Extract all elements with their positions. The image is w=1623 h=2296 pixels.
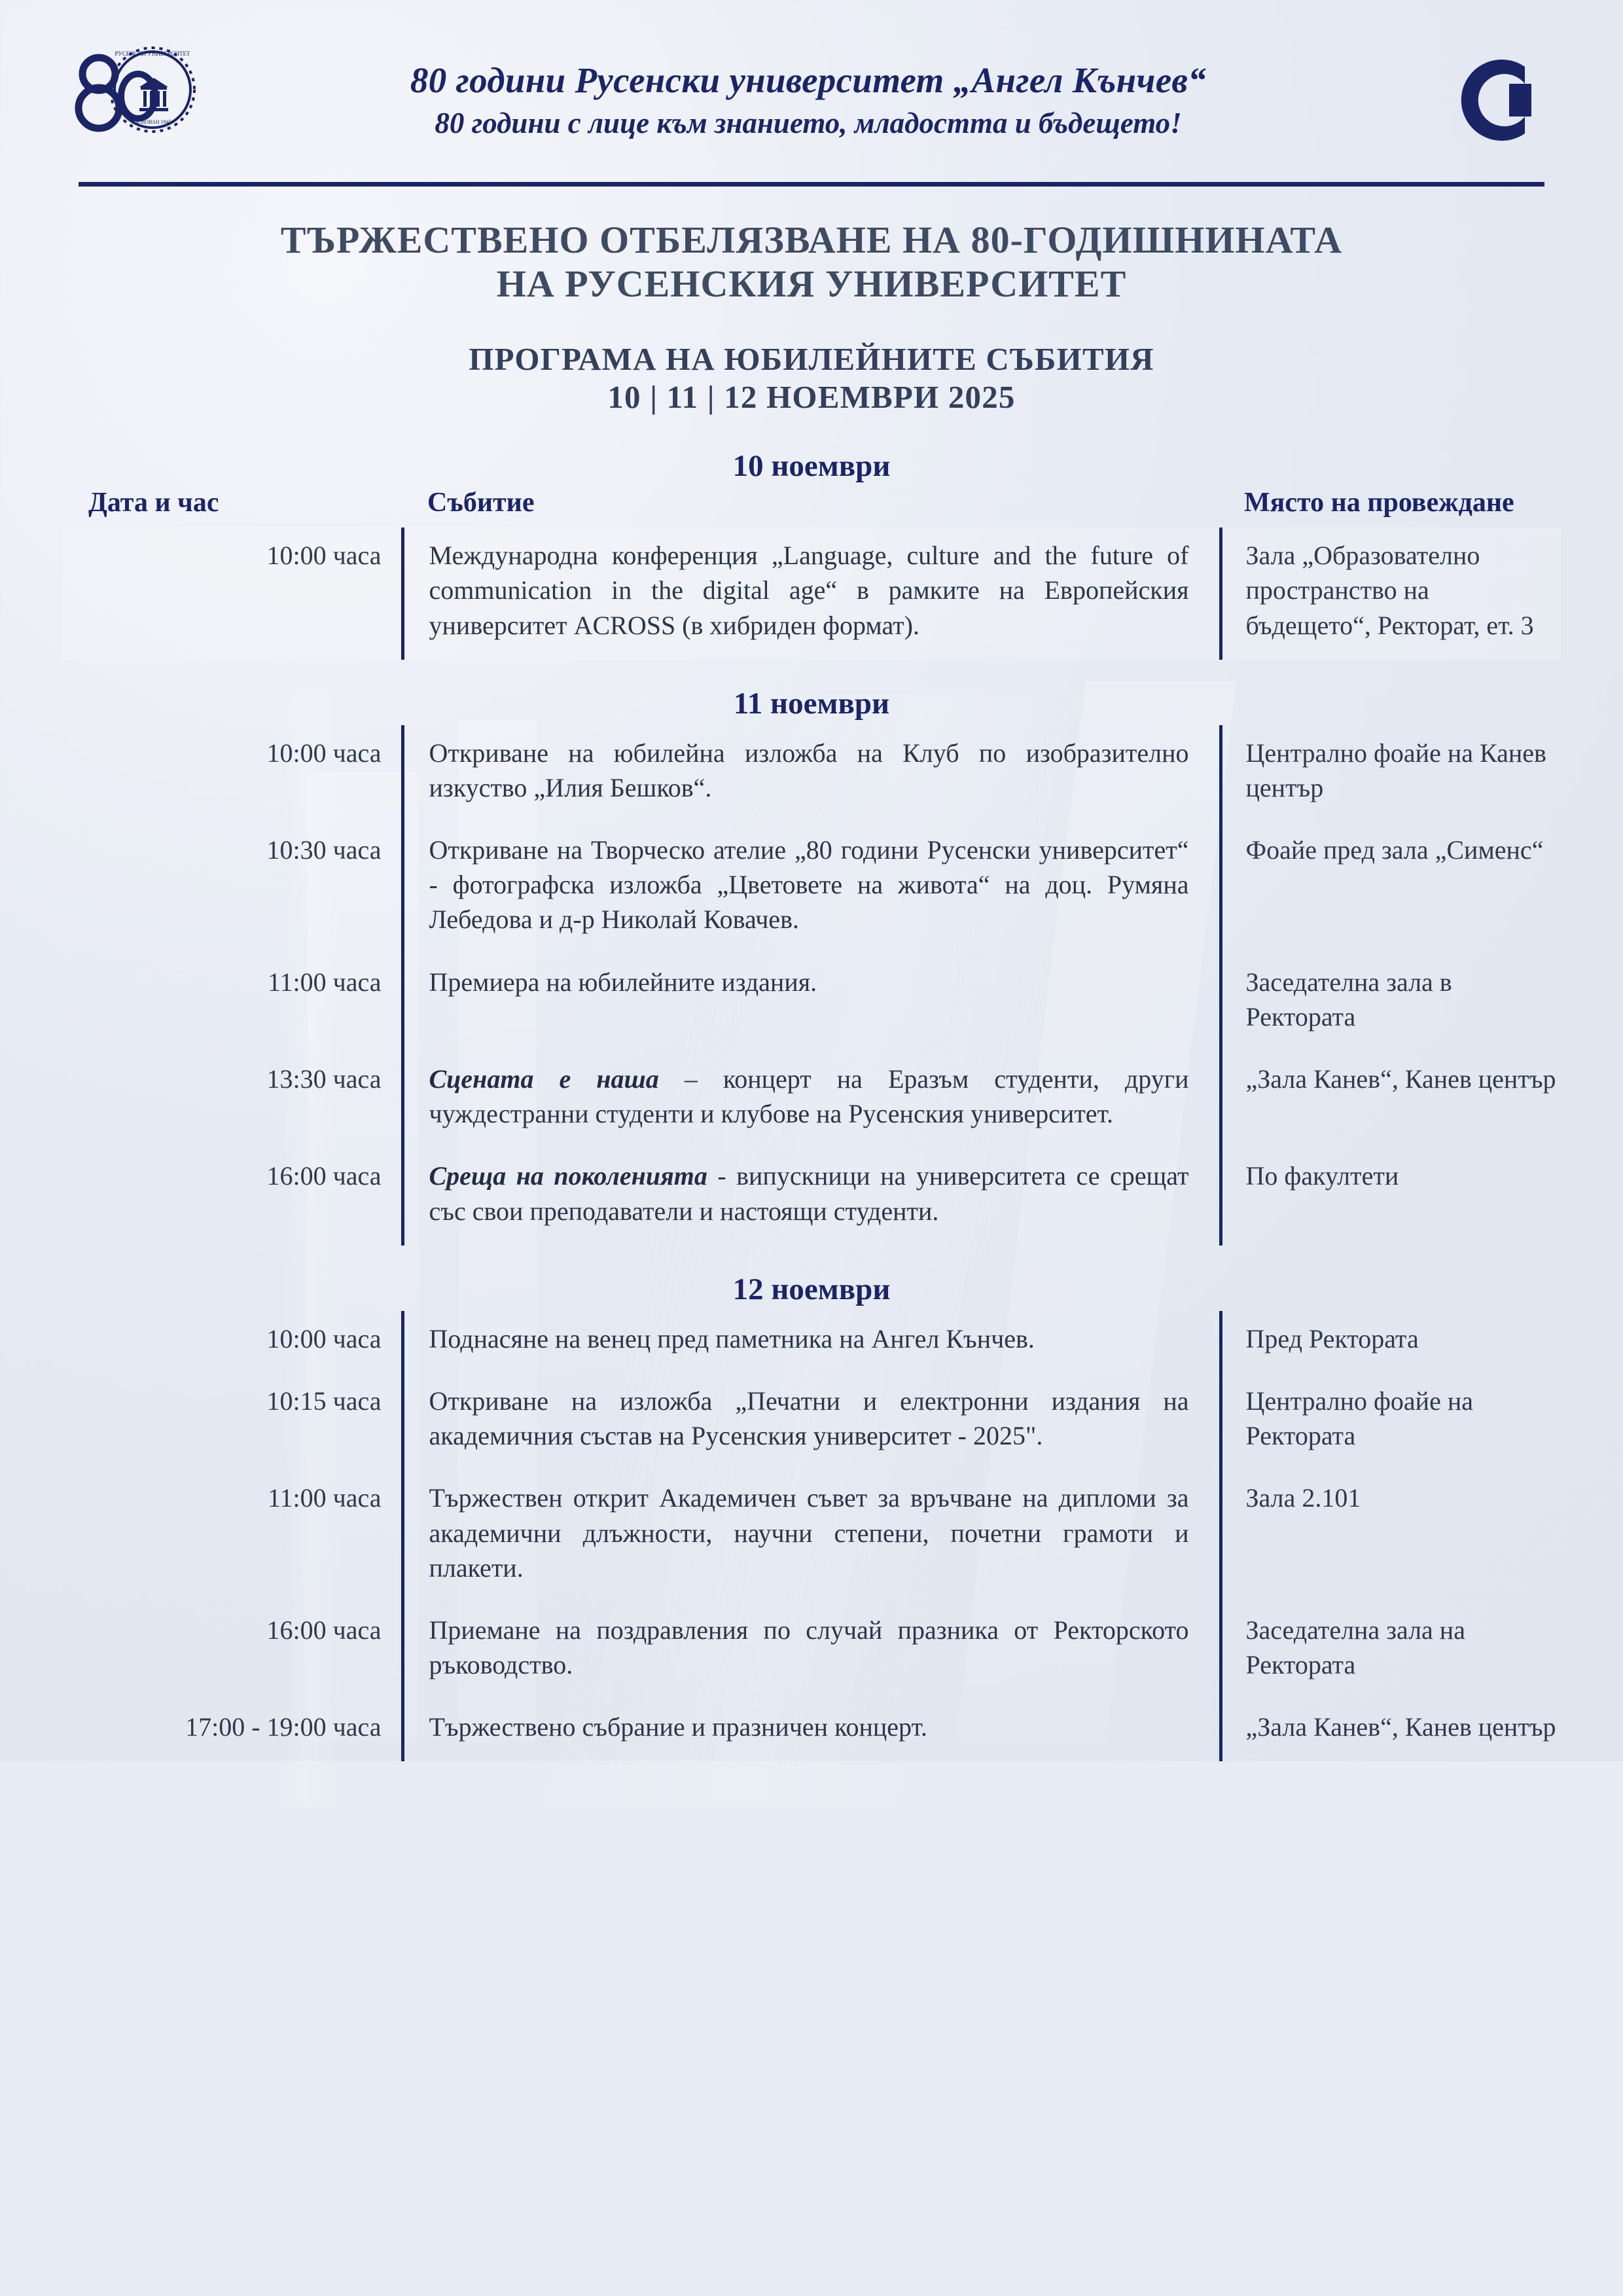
row-time: 11:00 часа [268, 967, 382, 997]
day-heading: 11 ноември [733, 686, 890, 721]
table-row [62, 1051, 1561, 1148]
row-time: 10:30 часа [266, 835, 382, 865]
schedule-table-day-3 [62, 1311, 1561, 1762]
program-subtitle [62, 340, 1561, 418]
row-place: По факултети [1245, 1161, 1399, 1191]
page-title-line-1: ТЪРЖЕСТВЕНО ОТБЕЛЯЗВАНЕ НА 80-ГОДИШНИНАТА [280, 219, 1343, 261]
row-place: Централно фоайе на Канев център [1245, 738, 1546, 802]
row-place: Заседателна зала на Ректората [1245, 1615, 1465, 1680]
row-event [402, 1051, 1221, 1148]
row-event: Тържествен открит Академичен съвет за връчване на дипломи за академични длъжности, научни степени, почетни грамоти и плакети. [402, 1470, 1221, 1602]
table-row [62, 1602, 1561, 1699]
row-place: Зала „Образователно пространство на бъдещето“, Ректорат, ет. 3 [1221, 528, 1561, 660]
row-time: 10:00 часа [266, 1323, 382, 1354]
row-event: Поднасяне на венец пред паметника на Ангел Кънчев. [402, 1311, 1221, 1373]
row-time: 13:30 часа [266, 1064, 382, 1094]
row-event: Откриване на изложба „Печатни и електронни издания на академичния състав на Русенския университет - 2025". [402, 1373, 1221, 1470]
row-place: „Зала Канев“, Канев център [1245, 1712, 1556, 1742]
program-subtitle-line-1: ПРОГРАМА НА ЮБИЛЕЙНИТЕ СЪБИТИЯ [469, 340, 1154, 377]
row-place: Фоайе пред зала „Сименс“ [1245, 835, 1544, 865]
row-event-emphasis: Среща на поколенията [429, 1161, 707, 1191]
row-event-text: – концерт на Еразъм студенти, други чуждестранни студенти и клубове на Русенския университет. [429, 1064, 1189, 1129]
across-c-logo [1417, 45, 1554, 156]
row-time: 10:15 часа [266, 1386, 382, 1416]
table-row [62, 954, 1561, 1051]
anniversary-80-logo [69, 36, 200, 164]
program-subtitle-line-2: 10 | 11 | 12 НОЕМВРИ 2025 [607, 379, 1016, 416]
table-row [62, 528, 1561, 660]
row-time: 16:00 часа [266, 1161, 382, 1191]
header-titles [200, 60, 1417, 140]
schedule-table-day-1 [62, 488, 1561, 660]
row-event [402, 1148, 1221, 1245]
row-place: Централно фоайе на Ректората [1245, 1386, 1473, 1451]
svg-text:РУСЕНСКИ УНИВЕРСИТЕТ: РУСЕНСКИ УНИВЕРСИТЕТ [115, 50, 190, 57]
table-row [62, 1373, 1561, 1470]
row-event: Тържествено събрание и празничен концерт. [402, 1699, 1221, 1761]
day-heading: 12 ноември [732, 1272, 891, 1306]
svg-text:ОСНОВАН 1945: ОСНОВАН 1945 [134, 119, 171, 125]
row-time: 10:00 часа [62, 528, 402, 660]
row-place: „Зала Канев“, Канев център [1245, 1064, 1556, 1094]
row-event: Премиера на юбилейните издания. [402, 954, 1221, 1051]
document-header [62, 0, 1561, 175]
row-place: Зала 2.101 [1245, 1483, 1361, 1513]
row-time: 11:00 часа [268, 1483, 382, 1513]
table-row [62, 725, 1561, 822]
row-event: Откриване на Творческо ателие „80 години Русенски университет“ - фотографска изложба „Цветовете на живота“ на доц. Румяна Лебедова и д-р Николай Ковачев. [402, 822, 1221, 954]
page-title [62, 218, 1561, 306]
table-header-row [62, 488, 1561, 528]
row-event-emphasis: Сцената е наша [429, 1064, 659, 1094]
header-divider [79, 182, 1544, 187]
header-line-1: 80 години Русенски университет „Ангел Кънчев“ [410, 60, 1207, 100]
column-header-event: Събитие [427, 488, 535, 518]
column-header-place: Място на провеждане [1244, 488, 1514, 518]
column-header-time: Дата и час [88, 488, 219, 518]
row-time: 16:00 часа [266, 1615, 382, 1645]
row-time: 17:00 - 19:00 часа [185, 1712, 382, 1742]
row-event: Международна конференция „Language, culture and the future of communication in the digital age“ в рамките на Европейския университет ACROSS (в хибриден формат). [402, 528, 1221, 660]
header-line-2: 80 години с лице към знанието, младостта и бъдещето! [435, 107, 1182, 139]
row-event: Откриване на юбилейна изложба на Клуб по изобразително изкуство „Илия Бешков“. [402, 725, 1221, 822]
row-place: Заседателна зала в Ректората [1245, 967, 1452, 1031]
row-place: Пред Ректората [1245, 1323, 1419, 1354]
day-heading: 10 ноември [732, 449, 891, 484]
schedule-table-day-2 [62, 725, 1561, 1246]
table-row [62, 1311, 1561, 1373]
row-event-text: - випускници на университета се срещат със свои преподаватели и настоящи студенти. [429, 1161, 1189, 1226]
page-title-line-2: НА РУСЕНСКИЯ УНИВЕРСИТЕТ [496, 262, 1127, 306]
table-row [62, 1148, 1561, 1245]
row-time: 10:00 часа [266, 738, 382, 768]
table-row [62, 1470, 1561, 1602]
row-event: Приемане на поздравления по случай празника от Ректорското ръководство. [402, 1602, 1221, 1699]
table-row [62, 1699, 1561, 1761]
table-row [62, 822, 1561, 954]
